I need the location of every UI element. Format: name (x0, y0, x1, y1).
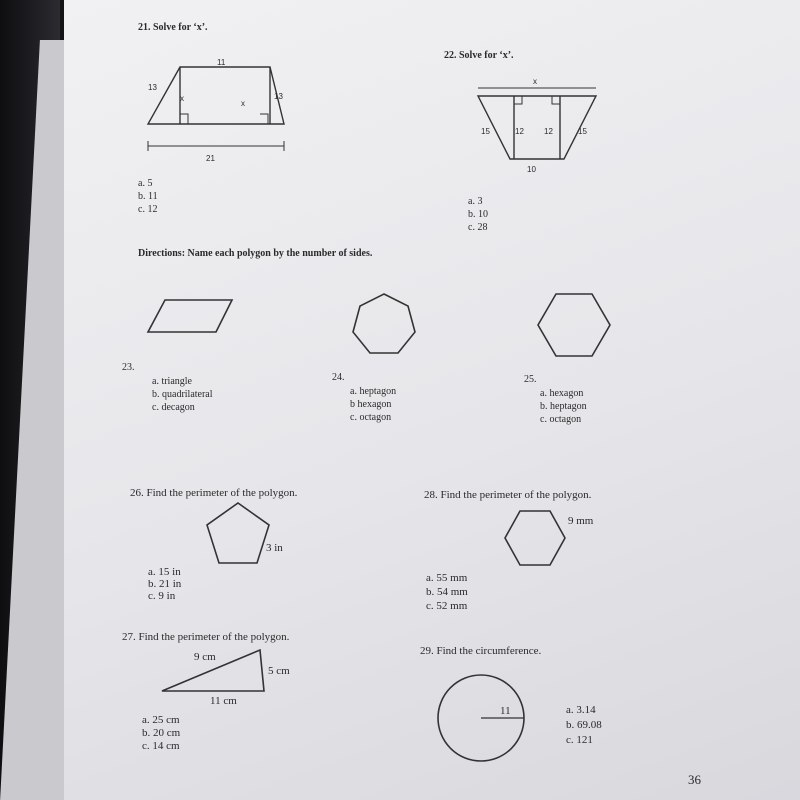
q29-option-c[interactable]: c. 121 (566, 734, 593, 746)
q28-label: 28. Find the perimeter of the polygon. (424, 489, 592, 501)
q23-option-c[interactable]: c. decagon (152, 402, 195, 413)
q27-dim-right: 5 cm (268, 665, 290, 677)
q24-heptagon (353, 294, 415, 353)
worksheet-page (64, 0, 800, 800)
q28-option-b[interactable]: b. 54 mm (426, 586, 468, 598)
q29-label: 29. Find the circumference. (420, 645, 542, 657)
q26-option-b[interactable]: b. 21 in (148, 578, 182, 590)
q22-dim-top: x (533, 77, 537, 86)
q21-trapezoid (148, 67, 284, 151)
q23-option-b[interactable]: b. quadrilateral (152, 389, 213, 400)
q23-option-a[interactable]: a. triangle (152, 376, 192, 387)
q21-label: 21. Solve for ‘x’. (138, 22, 208, 33)
q25-option-a[interactable]: a. hexagon (540, 388, 584, 399)
q29-dim: 11 (500, 705, 511, 717)
q22-dim-bottom: 10 (527, 165, 536, 174)
q24-number: 24. (332, 372, 345, 383)
q27-dim-top: 9 cm (194, 651, 216, 663)
q21-dim-x2: x (241, 99, 245, 108)
q28-dim: 9 mm (568, 515, 594, 527)
q26-dim: 3 in (266, 542, 283, 554)
q26-option-a[interactable]: a. 15 in (148, 566, 181, 578)
q22-trapezoid (478, 88, 596, 159)
q25-hexagon (538, 294, 610, 356)
q26-label: 26. Find the perimeter of the polygon. (130, 487, 298, 499)
q22-option-a[interactable]: a. 3 (468, 196, 483, 207)
q22-dim-inner-right: 12 (544, 127, 553, 136)
q28-hexagon (505, 511, 565, 565)
q21-dim-right: 13 (274, 92, 283, 101)
q21-dim-top: 11 (217, 58, 226, 67)
q21-dim-bottom: 21 (206, 154, 215, 163)
q29-option-a[interactable]: a. 3.14 (566, 704, 596, 716)
q21-dim-x1: x (180, 94, 184, 103)
q22-dim-inner-left: 12 (515, 127, 524, 136)
q27-option-a[interactable]: a. 25 cm (142, 714, 180, 726)
page-number: 36 (688, 772, 701, 787)
q27-label: 27. Find the perimeter of the polygon. (122, 631, 290, 643)
q21-option-a[interactable]: a. 5 (138, 178, 153, 189)
q27-option-c[interactable]: c. 14 cm (142, 740, 180, 752)
q22-dim-left: 15 (481, 127, 490, 136)
q25-number: 25. (524, 374, 537, 385)
q26-pentagon (207, 503, 269, 563)
q28-option-c[interactable]: c. 52 mm (426, 600, 468, 612)
q22-dim-right: 15 (578, 127, 587, 136)
q28-option-a[interactable]: a. 55 mm (426, 572, 468, 584)
q22-option-b[interactable]: b. 10 (468, 209, 488, 220)
q23-number: 23. (122, 362, 135, 373)
q27-option-b[interactable]: b. 20 cm (142, 727, 181, 739)
q24-option-c[interactable]: c. octagon (350, 412, 392, 423)
q26-option-c[interactable]: c. 9 in (148, 590, 176, 602)
q21-dim-left: 13 (148, 83, 157, 92)
q24-option-b[interactable]: b hexagon (350, 399, 392, 410)
q22-option-c[interactable]: c. 28 (468, 222, 488, 233)
directions-text: Directions: Name each polygon by the number of sides. (138, 248, 373, 259)
q24-option-a[interactable]: a. heptagon (350, 386, 397, 397)
q25-option-c[interactable]: c. octagon (540, 414, 582, 425)
q27-dim-bottom: 11 cm (210, 695, 237, 707)
q23-parallelogram (148, 300, 232, 332)
q22-label: 22. Solve for ‘x’. (444, 50, 514, 61)
q25-option-b[interactable]: b. heptagon (540, 401, 587, 412)
q21-option-c[interactable]: c. 12 (138, 204, 158, 215)
q21-option-b[interactable]: b. 11 (138, 191, 158, 202)
q29-option-b[interactable]: b. 69.08 (566, 719, 602, 731)
